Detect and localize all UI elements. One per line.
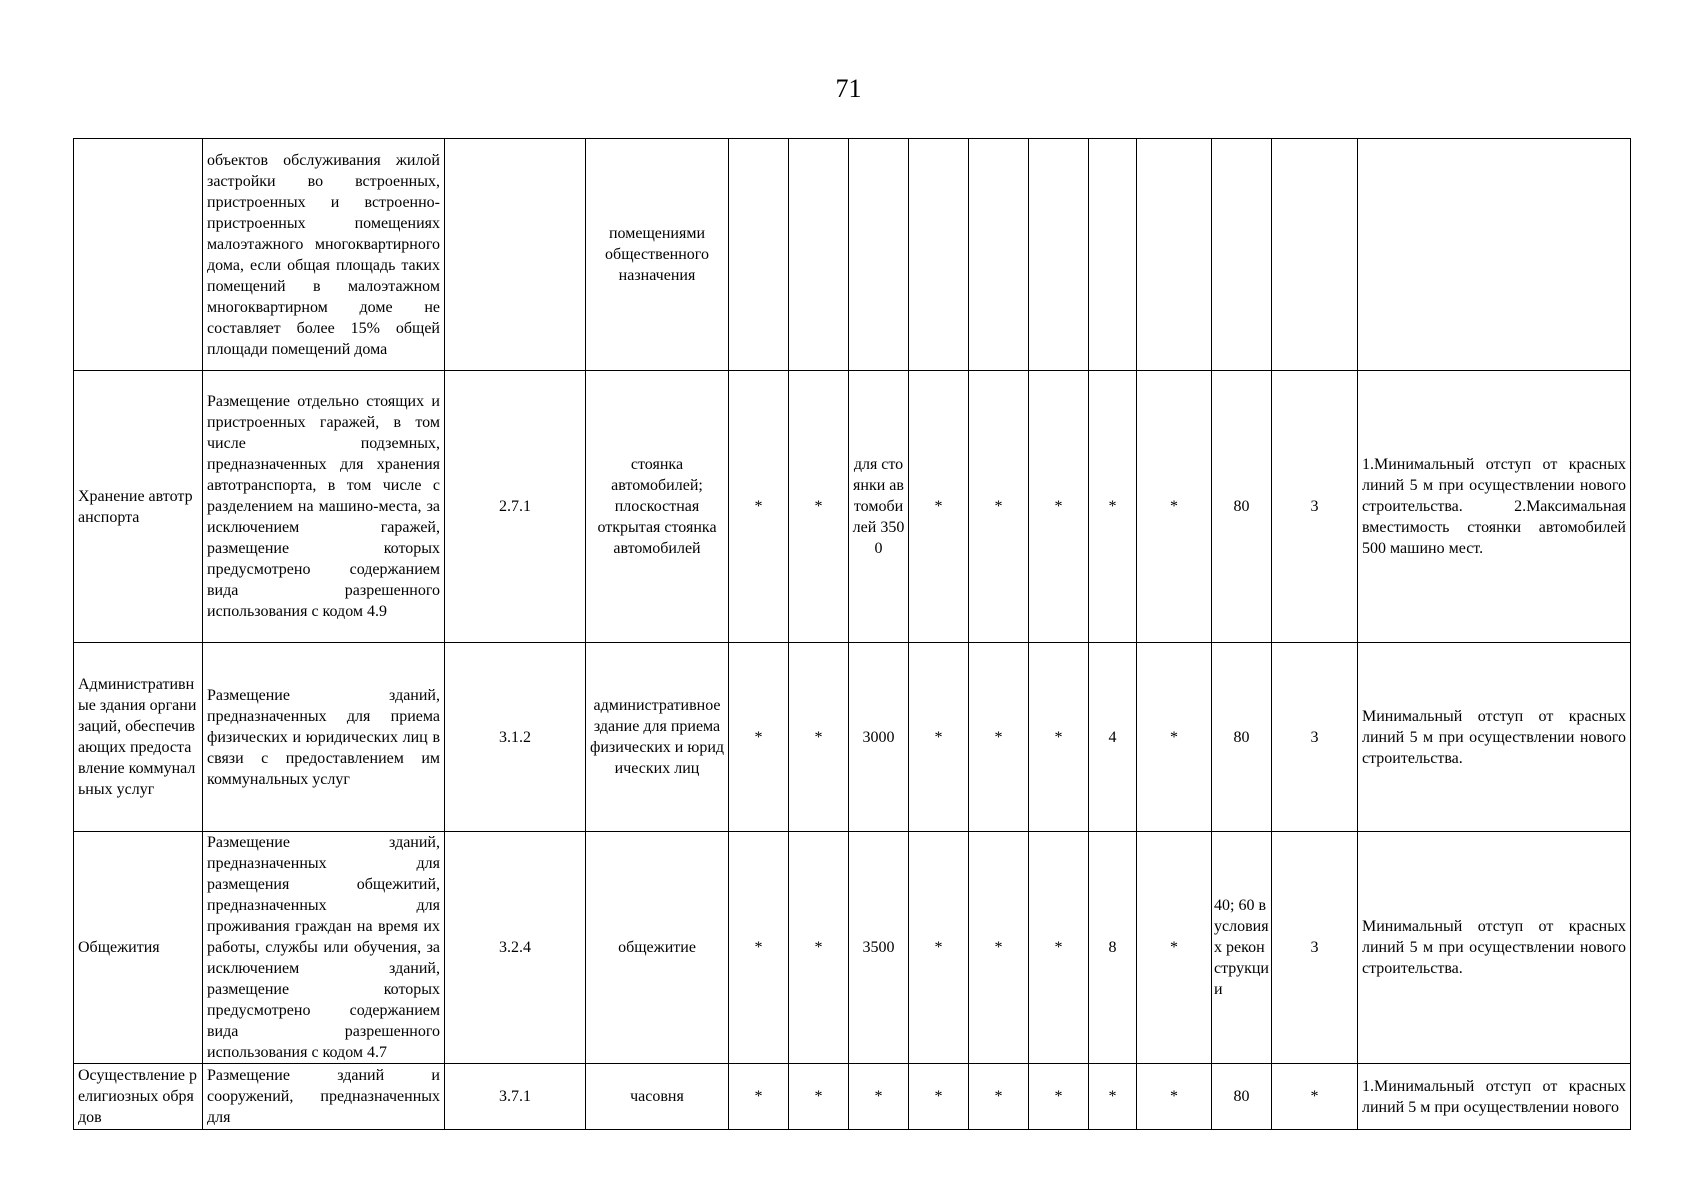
object-cell: стоянка автомобилей; плоскостная открытая стоянка автомобилей xyxy=(586,371,729,643)
description-cell: Размещение зданий, предназначенных для приема физических и юридических лиц в связи с предоставлением им коммунальных услуг xyxy=(203,643,445,832)
param-cell: * xyxy=(1137,643,1212,832)
param-cell: * xyxy=(1137,832,1212,1064)
param-cell: * xyxy=(1137,1064,1212,1130)
param-cell: * xyxy=(729,832,789,1064)
param-cell: 80 xyxy=(1212,1064,1272,1130)
param-cell: * xyxy=(1089,1064,1137,1130)
description-cell: Размещение зданий, предназначенных для размещения общежитий, предназначенных для проживания граждан на время их работы, службы или обучения, за исключением зданий, размещение которых предусмотрено содержанием вида разрешенного использования с кодом 4.7 xyxy=(203,832,445,1064)
param-cell xyxy=(849,139,909,371)
description-cell: объектов обслуживания жилой застройки во встроенных, пристроенных и встроенно-пристроенных помещениях малоэтажного многоквартирного дома, если общая площадь таких помещений в малоэтажном многоквартирном доме не составляет более 15% общей площади помещений дома xyxy=(203,139,445,371)
use-name-cell xyxy=(74,139,203,371)
param-cell: 80 xyxy=(1212,643,1272,832)
use-name-cell: Хранение автотранспорта xyxy=(74,371,203,643)
param-cell: * xyxy=(1272,1064,1358,1130)
param-cell xyxy=(789,139,849,371)
param-cell xyxy=(729,139,789,371)
param-cell xyxy=(1089,139,1137,371)
object-cell: помещениями общественного назначения xyxy=(586,139,729,371)
page-number: 71 xyxy=(835,74,862,103)
notes-cell: Минимальный отступ от красных линий 5 м при осуществлении нового строительства. xyxy=(1358,643,1631,832)
param-cell: 3 xyxy=(1272,371,1358,643)
param-cell: * xyxy=(1089,371,1137,643)
param-cell xyxy=(1272,139,1358,371)
param-cell xyxy=(909,139,969,371)
param-cell: 8 xyxy=(1089,832,1137,1064)
param-cell: * xyxy=(729,643,789,832)
notes-cell: 1.Минимальный отступ от красных линий 5 м при осуществлении нового xyxy=(1358,1064,1631,1130)
param-cell: * xyxy=(969,1064,1029,1130)
param-cell: * xyxy=(1029,832,1089,1064)
param-cell: * xyxy=(789,643,849,832)
param-cell: * xyxy=(789,371,849,643)
code-cell: 3.7.1 xyxy=(445,1064,586,1130)
param-cell: * xyxy=(1137,371,1212,643)
param-cell: 4 xyxy=(1089,643,1137,832)
param-cell: 3 xyxy=(1272,643,1358,832)
param-cell: * xyxy=(909,643,969,832)
param-cell: * xyxy=(729,371,789,643)
table-row xyxy=(74,371,1631,643)
use-name-cell: Административные здания организаций, обеспечивающих предоставление коммунальных услуг xyxy=(74,643,203,832)
code-cell xyxy=(445,139,586,371)
param-cell xyxy=(1212,139,1272,371)
param-cell: * xyxy=(969,643,1029,832)
param-cell: * xyxy=(1029,371,1089,643)
use-name-cell: Осуществление религиозных обрядов xyxy=(74,1064,203,1130)
description-cell: Размещение зданий и сооружений, предназначенных для xyxy=(203,1064,445,1130)
param-cell: 3500 xyxy=(849,832,909,1064)
param-cell: 3 xyxy=(1272,832,1358,1064)
notes-cell: 1.Минимальный отступ от красных линий 5 м при осуществлении нового строительства. 2.Максимальная вместимость стоянки автомобилей 500 машино мест. xyxy=(1358,371,1631,643)
param-cell: * xyxy=(729,1064,789,1130)
param-cell: * xyxy=(789,832,849,1064)
code-cell: 2.7.1 xyxy=(445,371,586,643)
param-cell: 80 xyxy=(1212,371,1272,643)
param-cell: * xyxy=(849,1064,909,1130)
code-cell: 3.1.2 xyxy=(445,643,586,832)
param-cell: 3000 xyxy=(849,643,909,832)
table-row xyxy=(74,1064,1631,1130)
param-cell: * xyxy=(909,371,969,643)
param-cell: * xyxy=(969,371,1029,643)
object-cell: общежитие xyxy=(586,832,729,1064)
param-cell xyxy=(1029,139,1089,371)
table-row xyxy=(74,139,1631,371)
code-cell: 3.2.4 xyxy=(445,832,586,1064)
land-use-regulations-table xyxy=(73,138,1631,1130)
param-cell: 40; 60 в условиях реконструкции xyxy=(1212,832,1272,1064)
use-name-cell: Общежития xyxy=(74,832,203,1064)
param-cell: * xyxy=(1029,643,1089,832)
description-cell: Размещение отдельно стоящих и пристроенных гаражей, в том числе подземных, предназначенных для хранения автотранспорта, в том числе с разделением на машино-места, за исключением гаражей, размещение которых предусмотрено содержанием вида разрешенного использования с кодом 4.9 xyxy=(203,371,445,643)
param-cell: * xyxy=(909,832,969,1064)
param-cell: * xyxy=(969,832,1029,1064)
param-cell xyxy=(969,139,1029,371)
param-cell xyxy=(1137,139,1212,371)
param-cell: для стоянки автомобилей 3500 xyxy=(849,371,909,643)
table-row xyxy=(74,643,1631,832)
object-cell: часовня xyxy=(586,1064,729,1130)
table-row xyxy=(74,832,1631,1064)
notes-cell: Минимальный отступ от красных линий 5 м при осуществлении нового строительства. xyxy=(1358,832,1631,1064)
param-cell: * xyxy=(1029,1064,1089,1130)
object-cell: административное здание для приема физических и юридических лиц xyxy=(586,643,729,832)
param-cell: * xyxy=(909,1064,969,1130)
notes-cell xyxy=(1358,139,1631,371)
param-cell: * xyxy=(789,1064,849,1130)
